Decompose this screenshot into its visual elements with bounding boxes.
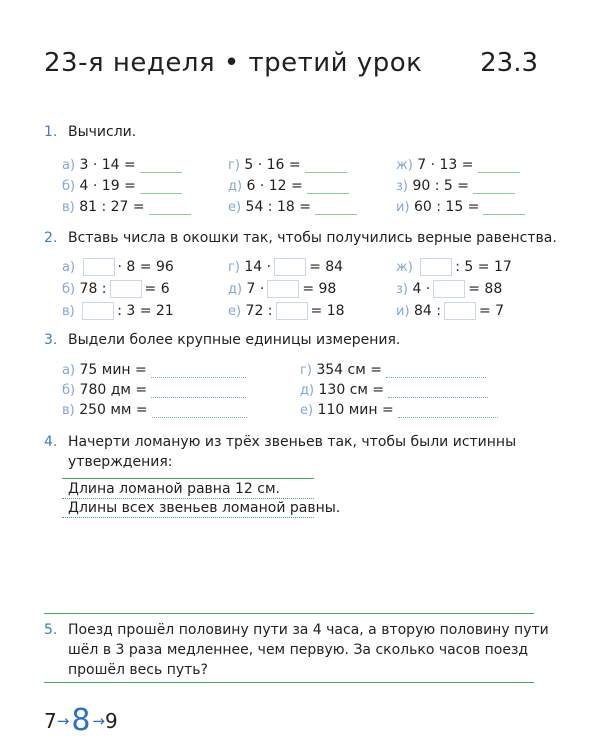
task-5-text-line-3: прошёл весь путь?	[68, 662, 208, 678]
statement-2: Длины всех звеньев ломаной равны.	[68, 500, 341, 516]
task-2-col-2	[228, 256, 345, 322]
task-4-number: 4.	[44, 434, 58, 450]
task-3-col-2	[300, 358, 498, 418]
answer-box[interactable]	[267, 280, 299, 298]
task-1-item: в) 81 : 27 =	[62, 194, 191, 215]
task-1-text: Вычисли.	[68, 124, 137, 140]
answer-line[interactable]	[315, 200, 357, 215]
arrow-right-icon: →	[92, 711, 105, 730]
task-3-item: б) 780 дм =	[62, 378, 247, 398]
task-2-item: а) · 8 = 96	[62, 259, 174, 275]
task-1-item: е) 54 : 18 =	[228, 194, 357, 215]
task-1-item: д) 6 · 12 =	[228, 173, 357, 194]
lesson-code: 23.3	[480, 48, 538, 78]
answer-line[interactable]	[483, 200, 525, 215]
answer-line[interactable]	[388, 383, 488, 398]
task-2-text: Вставь числа в окошки так, чтобы получились верные равенства.	[68, 230, 557, 246]
task-1-item: з) 90 : 5 =	[396, 173, 525, 194]
task-3-item: е) 110 мин =	[300, 398, 498, 418]
answer-line[interactable]	[152, 403, 247, 418]
answer-box[interactable]	[433, 280, 465, 298]
task-2-item: е) 72 : = 18	[228, 303, 345, 319]
answer-box[interactable]	[82, 302, 114, 320]
task-5-top-rule	[44, 613, 534, 614]
task-5-bottom-rule	[44, 682, 534, 683]
answer-line[interactable]	[140, 158, 182, 173]
statement-divider	[62, 498, 314, 499]
task-5-text-line-1: Поезд прошёл половину пути за 4 часа, а вторую половину пути	[68, 622, 549, 638]
answer-line[interactable]	[386, 363, 486, 378]
task-3-item: а) 75 мин =	[62, 358, 247, 378]
statement-bottom-rule	[62, 517, 314, 518]
task-2-item: б) 78 : = 6	[62, 281, 170, 297]
task-2-item: в) : 3 = 21	[62, 303, 174, 319]
task-2-item: з) 4 · = 88	[396, 281, 503, 297]
task-3-item: г) 354 см =	[300, 358, 498, 378]
task-1-item: а) 3 · 14 =	[62, 152, 191, 173]
task-1-item: ж) 7 · 13 =	[396, 152, 525, 173]
task-1-item: б) 4 · 19 =	[62, 173, 191, 194]
task-2-item: г) 14 · = 84	[228, 259, 344, 275]
task-4-text-line-1: Начерти ломаную из трёх звеньев так, чтобы были истинны	[68, 434, 517, 450]
statement-1: Длина ломаной равна 12 см.	[68, 481, 280, 497]
task-3-item: д) 130 см =	[300, 378, 498, 398]
task-5-text-line-2: шёл в 3 раза медленнее, чем первую. За сколько часов поезд	[68, 642, 529, 658]
task-1-item: и) 60 : 15 =	[396, 194, 525, 215]
task-5-number: 5.	[44, 622, 58, 638]
answer-line[interactable]	[151, 363, 246, 378]
answer-box[interactable]	[276, 302, 308, 320]
task-2-item: и) 84 : = 7	[396, 303, 505, 319]
answer-line[interactable]	[140, 179, 182, 194]
task-2-item: д) 7 · = 98	[228, 281, 337, 297]
task-2-item: ж) : 5 = 17	[396, 259, 512, 275]
arrow-right-icon: →	[56, 711, 70, 730]
statement-top-rule	[62, 478, 314, 479]
answer-box[interactable]	[420, 258, 452, 276]
task-1-item: г) 5 · 16 =	[228, 152, 357, 173]
answer-line[interactable]	[151, 383, 246, 398]
task-1-col-1	[62, 152, 191, 215]
answer-line[interactable]	[398, 403, 498, 418]
current-page: 8	[71, 703, 91, 738]
drawing-area[interactable]	[44, 525, 534, 610]
answer-line[interactable]	[307, 179, 349, 194]
page-title: 23-я неделя • третий урок	[44, 48, 423, 78]
task-4-text-line-2: утверждения:	[68, 454, 173, 470]
task-3-number: 3.	[44, 332, 58, 348]
task-1-number: 1.	[44, 124, 58, 140]
task-3-item: в) 250 мм =	[62, 398, 247, 418]
answer-line[interactable]	[149, 200, 191, 215]
task-3-text: Выдели более крупные единицы измерения.	[68, 332, 401, 348]
answer-line[interactable]	[478, 158, 520, 173]
task-2-col-1	[62, 256, 174, 322]
answer-line[interactable]	[473, 179, 515, 194]
answer-box[interactable]	[83, 258, 115, 276]
answer-box[interactable]	[444, 302, 476, 320]
task-2-col-3	[396, 256, 512, 322]
prev-page[interactable]: 7	[44, 708, 57, 733]
task-1-col-2	[228, 152, 357, 215]
answer-box[interactable]	[274, 258, 306, 276]
task-1-col-3	[396, 152, 525, 215]
answer-line[interactable]	[305, 158, 347, 173]
task-2-number: 2.	[44, 230, 58, 246]
answer-box[interactable]	[110, 280, 142, 298]
page-navigation	[44, 703, 118, 738]
task-3-col-1	[62, 358, 247, 418]
next-page[interactable]: 9	[104, 708, 118, 733]
